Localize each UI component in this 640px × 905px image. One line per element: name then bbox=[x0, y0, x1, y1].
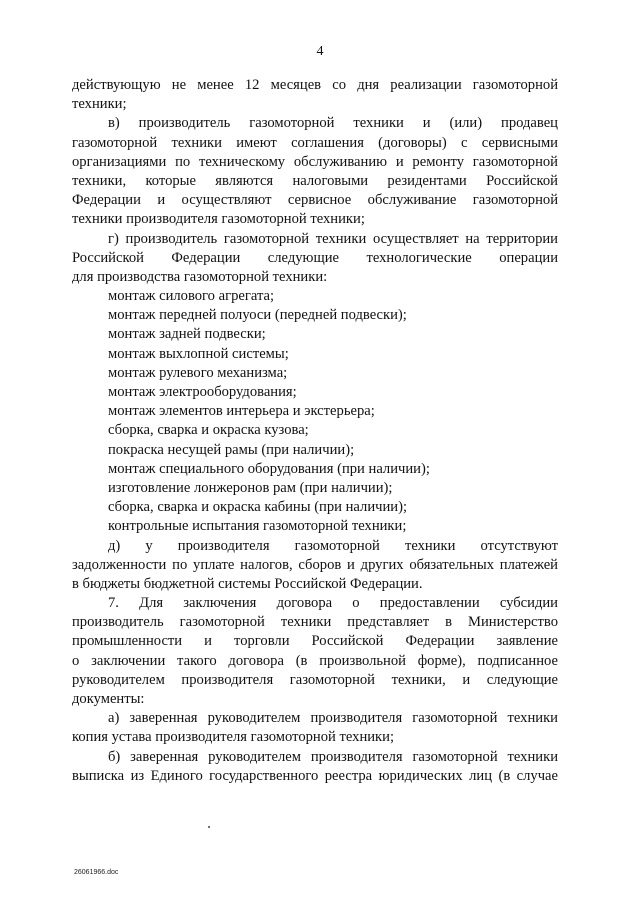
text-line: изготовление лонжеронов рам (при наличии); bbox=[108, 479, 393, 496]
text-line: монтаж электрооборудования; bbox=[108, 384, 297, 400]
text-line: техники, которые являются налоговыми резидентами Российской bbox=[72, 172, 558, 189]
footer-filename: 26061966.doc bbox=[74, 869, 119, 876]
text-line: выписка из Единого государственного реестра юридических лиц (в случае bbox=[72, 767, 558, 784]
text-line: монтаж специального оборудования (при наличии); bbox=[108, 460, 430, 477]
text-line: сборка, сварка и окраска кабины (при наличии); bbox=[108, 499, 408, 516]
text-line: г) производитель газомоторной техники осуществляет на территории bbox=[108, 230, 558, 247]
text-line: руководителем производителя газомоторной техники, и следующие bbox=[72, 671, 558, 688]
text-line: организациями по техническому обслуживанию и ремонту газомоторной bbox=[72, 153, 558, 170]
text-line: техники; bbox=[72, 96, 127, 113]
document-body bbox=[72, 76, 558, 786]
text-line: копия устава производителя газомоторной техники; bbox=[72, 729, 395, 746]
text-line: газомоторной техники имеют соглашения (договоры) с сервисными bbox=[72, 134, 558, 151]
text-line: монтаж задней подвески; bbox=[108, 326, 266, 343]
text-line: промышленности и торговли Российской Федерации заявление bbox=[72, 633, 558, 650]
text-line: б) заверенная руководителем производителя газомоторной техники bbox=[108, 748, 558, 765]
text-line: а) заверенная руководителем производителя газомоторной техники bbox=[108, 710, 558, 727]
text-line: 7. Для заключения договора о предоставлении субсидии bbox=[108, 595, 558, 612]
text-line: покраска несущей рамы (при наличии); bbox=[108, 441, 355, 458]
text-line: монтаж выхлопной системы; bbox=[108, 345, 289, 362]
text-line: сборка, сварка и окраска кузова; bbox=[108, 422, 309, 439]
text-line: монтаж рулевого механизма; bbox=[108, 364, 288, 381]
text-line: д) у производителя газомоторной техники отсутствуют bbox=[108, 537, 558, 554]
text-line: контрольные испытания газомоторной техники; bbox=[108, 518, 407, 535]
text-line: задолженности по уплате налогов, сборов и других обязательных платежей bbox=[72, 556, 558, 573]
text-line: Российской Федерации следующие технологические операции bbox=[72, 249, 558, 266]
text-line: для производства газомоторной техники: bbox=[72, 268, 328, 285]
text-line: документы: bbox=[72, 691, 145, 707]
text-line: техники производителя газомоторной техники; bbox=[72, 211, 365, 228]
text-line: монтаж силового агрегата; bbox=[108, 288, 275, 305]
text-line: Федерации и осуществляют сервисное обслуживание газомоторной bbox=[72, 192, 558, 209]
text-line: монтаж передней полуоси (передней подвески); bbox=[108, 307, 407, 324]
text-line: о заключении такого договора (в произвольной форме), подписанное bbox=[72, 652, 558, 669]
text-line: производитель газомоторной техники представляет в Министерство bbox=[72, 614, 558, 631]
text-line: в бюджеты бюджетной системы Российской Федерации. bbox=[72, 575, 423, 592]
scan-dot bbox=[208, 826, 210, 828]
page-number: 4 bbox=[316, 44, 324, 59]
text-line: в) производитель газомоторной техники и (или) продавец bbox=[108, 115, 558, 132]
text-line: монтаж элементов интерьера и экстерьера; bbox=[108, 403, 375, 420]
text-line: действующую не менее 12 месяцев со дня реализации газомоторной bbox=[72, 77, 558, 93]
